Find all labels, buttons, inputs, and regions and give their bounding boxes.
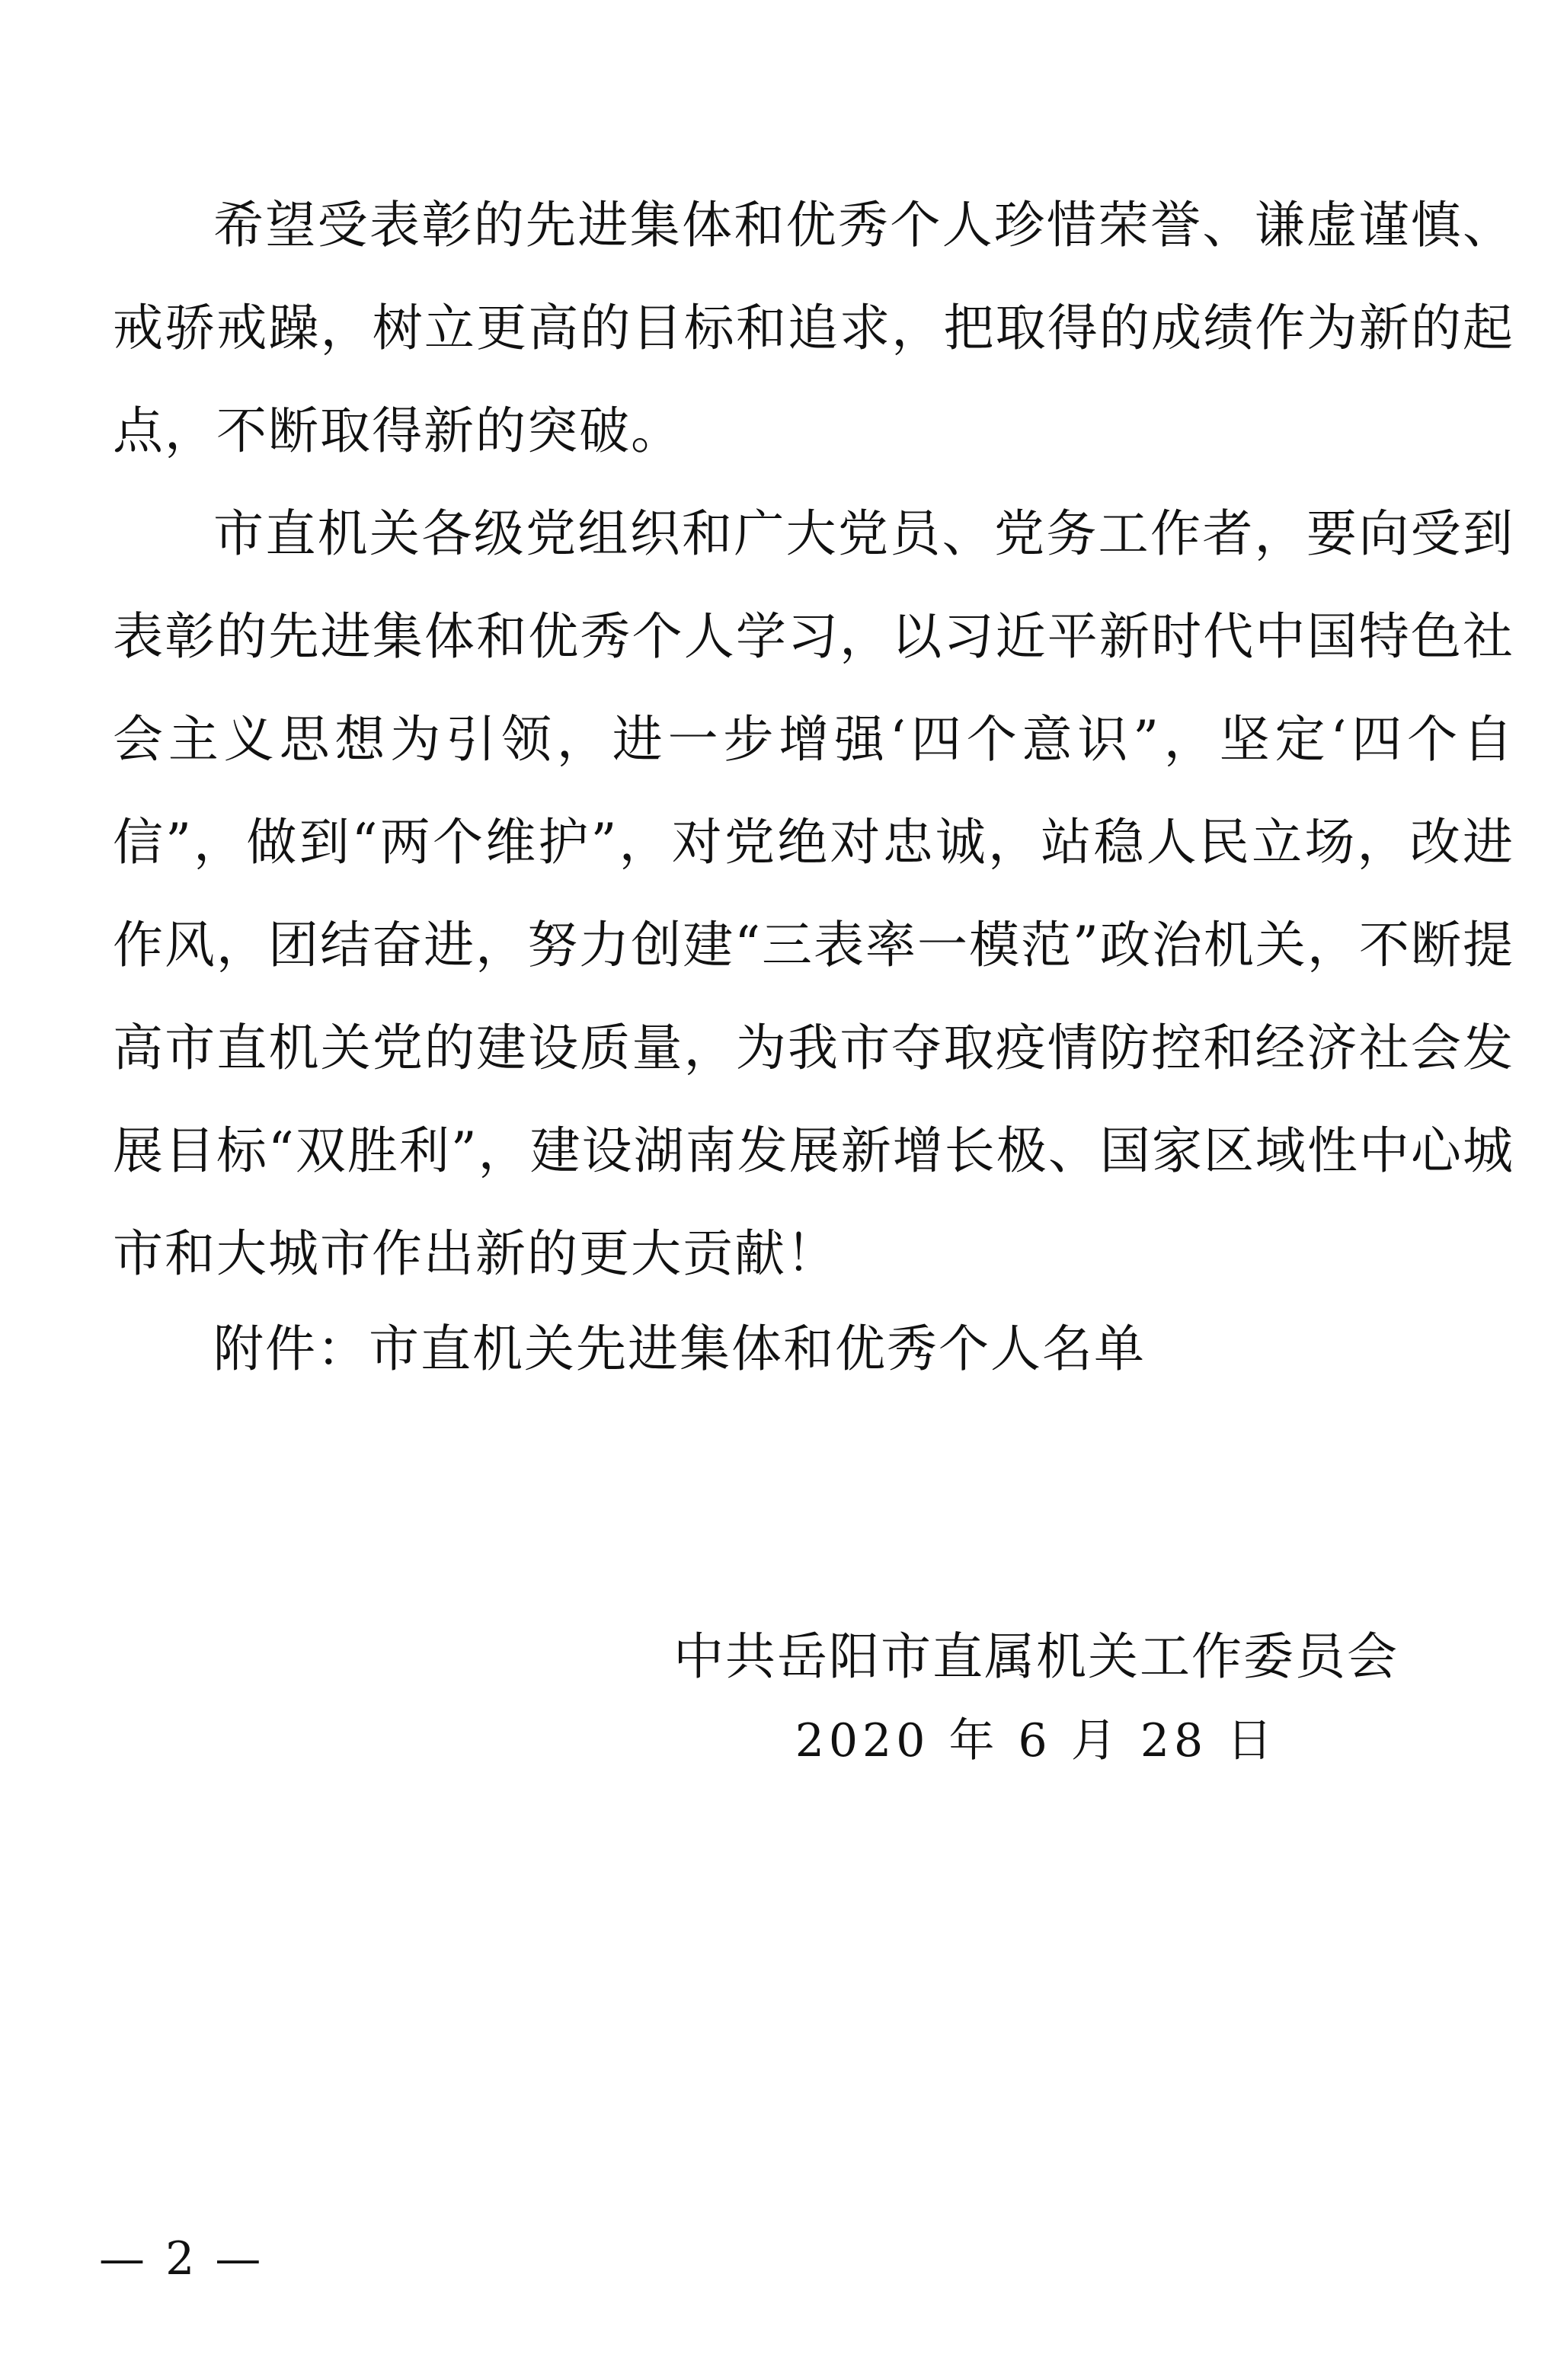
signature-block: [648, 1615, 1425, 1783]
paragraph-commendation-hope: 希望受表彰的先进集体和优秀个人珍惜荣誉、谦虚谨慎、戒骄戒躁，树立更高的目标和追求，把取得的成绩作为新的起点，不断取得新的突破。: [113, 196, 1514, 460]
attachment-line: 附件：市直机关先进集体和优秀个人名单: [213, 1320, 1146, 1378]
document-body: [113, 174, 1514, 1305]
page-number: — 2 —: [99, 2232, 264, 2286]
issue-date: 2020 年 6 月 28 日: [795, 1714, 1278, 1767]
issuing-organization: 中共岳阳市直属机关工作委员会: [673, 1627, 1399, 1686]
paragraph-call-to-learn: 市直机关各级党组织和广大党员、党务工作者，要向受到表彰的先进集体和优秀个人学习，以习近平新时代中国特色社会主义思想为引领，进一步增强‘四个意识”，坚定‘四个自信”，做到“两个维护”，对党绝对忠诚，站稳人民立场，改进作风，团结奋进，努力创建“三表率一模范”政治机关，不断提高市直机关党的建设质量，为我市夺取疫情防控和经济社会发展目标“双胜利”，建设湖南发展新增长极、国家区域性中心城市和大城市作出新的更大贡献！: [113, 504, 1514, 1283]
